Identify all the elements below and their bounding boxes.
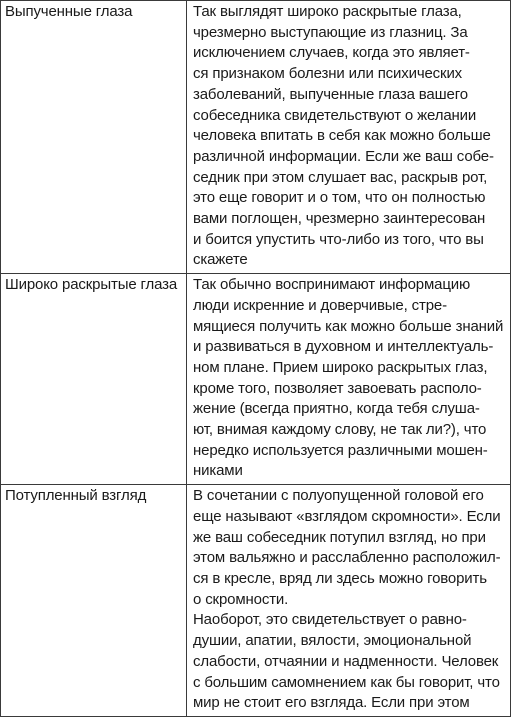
description-line: этом вальяжно и расслабленно расположил- — [193, 549, 501, 567]
description-line: ся признаком болезни или психических — [193, 65, 463, 83]
description-line: нередко используется различными мошен- — [193, 441, 488, 459]
description-line: заболеваний, выпученные глаза вашего — [193, 85, 468, 103]
description-line: ном плане. Прием широко раскрытых глаз, — [193, 358, 488, 376]
description-line: слабости, отчаянии и надменности. Человек — [193, 652, 499, 670]
table-row — [1, 1, 511, 274]
description-line: скажете — [193, 251, 248, 269]
description-cell — [187, 274, 511, 485]
description-line: исключением случаев, когда это являет- — [193, 44, 470, 62]
term-label: Широко раскрытые глаза — [5, 276, 178, 294]
table-row — [1, 485, 511, 717]
term-cell — [1, 274, 187, 485]
term-cell — [1, 485, 187, 717]
description-line: ют, внимая каждому слову, не так ли?), что — [193, 421, 487, 439]
description-line: седник при этом слушает вас, раскрыв рот, — [193, 168, 488, 186]
description-cell — [187, 485, 511, 717]
description-line: это еще говорит и о том, что он полностью — [193, 189, 486, 207]
table-row — [1, 274, 511, 485]
description-line: душии, апатии, вялости, эмоциональной — [193, 632, 472, 650]
description-line: Наоборот, это свидетельствует о равно- — [193, 611, 467, 629]
description-line: В сочетании с полуопущенной головой его — [193, 487, 484, 505]
description-line: собеседника свидетельствуют о желании — [193, 106, 477, 124]
term-label: Потупленный взгляд — [5, 487, 147, 505]
description-line: Так обычно воспринимают информацию — [193, 276, 471, 294]
description-line: мир не стоит его взгляда. Если при этом — [193, 694, 470, 712]
description-line: жение (всегда приятно, когда тебя слуша- — [193, 400, 480, 418]
term-label: Выпученные глаза — [5, 3, 133, 20]
description-line: с большим самомнением как бы говорит, что — [193, 673, 500, 691]
description-line: мящиеся получить как можно больше знаний — [193, 317, 504, 335]
description-line: различной информации. Если же ваш собе- — [193, 147, 494, 165]
description-line: о скромности. — [193, 590, 289, 608]
description-line: чрезмерно выступающие из глазниц. За — [193, 23, 468, 41]
description-line: Так выглядят широко раскрытые глаза, — [193, 3, 462, 20]
description-line: ся в кресле, вряд ли здесь можно говорить — [193, 569, 487, 587]
description-line: люди искренние и доверчивые, стре- — [193, 296, 447, 314]
term-cell — [1, 1, 187, 274]
description-cell — [187, 1, 511, 274]
description-line: человека впитать в себя как можно больше — [193, 127, 491, 145]
description-line: еще называют «взглядом скромности». Если — [193, 507, 501, 525]
description-line: же ваш собеседник потупил взгляд, но при — [193, 528, 486, 546]
description-line: никами — [193, 462, 243, 480]
description-line: вами поглощен, чрезмерно заинтересован — [193, 210, 486, 228]
description-line: и боится упустить что-либо из того, что вы — [193, 230, 484, 248]
description-line: и развиваться в духовном и интеллектуаль- — [193, 338, 494, 356]
description-line: кроме того, позволяет завоевать располо- — [193, 379, 482, 397]
